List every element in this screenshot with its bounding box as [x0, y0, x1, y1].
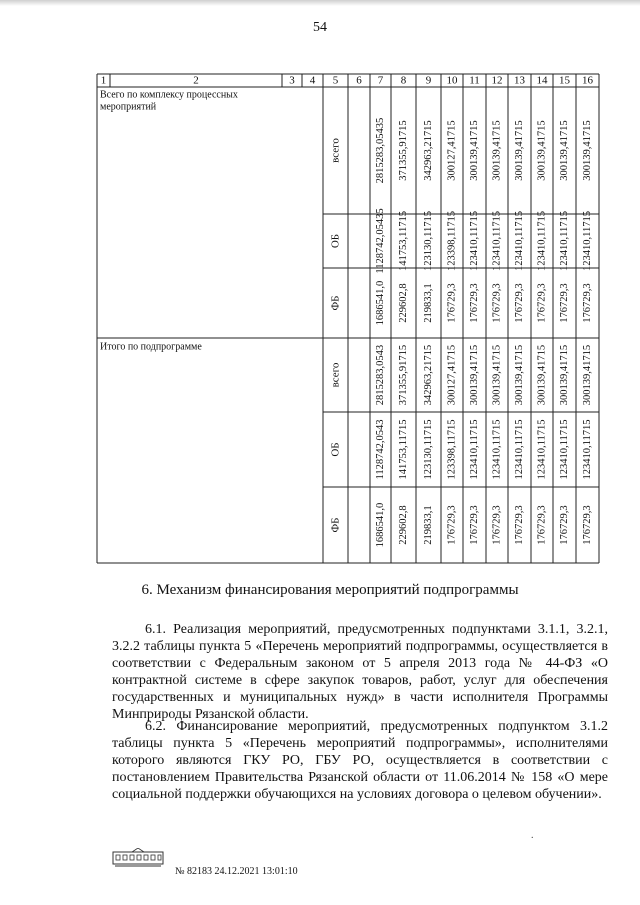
table-value: 1686541,0 [374, 502, 386, 548]
table-value: 176729,3 [536, 283, 548, 323]
column-number: 9 [425, 74, 432, 87]
table-value: 176729,3 [468, 505, 480, 545]
row-label: ОБ [329, 442, 342, 457]
table-value: 123410,11715 [536, 211, 548, 271]
table-value: 123410,11715 [468, 211, 480, 271]
column-number: 13 [514, 74, 525, 87]
table-value: 123410,11715 [468, 419, 480, 480]
column-number: 14 [536, 74, 548, 87]
table-value: 300139,41715 [491, 344, 503, 406]
column-number: 6 [356, 74, 362, 87]
table-value: 176729,3 [468, 283, 480, 323]
table-value: 342963,21715 [422, 344, 434, 406]
table-value: 229602,8 [397, 505, 409, 545]
scan-mark: . [531, 830, 534, 841]
paragraph-6-1 [112, 621, 608, 723]
column-number: 5 [332, 74, 339, 87]
paragraph-6-2-text: 6.2. Финансирование мероприятий, предусмотренных подпунктом 3.1.2 таблицы пункта 5 «Перечень мероприятий подпрограммы», исполнителями которого являются ГКУ РО, ГБУ РО, осуществляется в соответствии с постановлением Правительства Рязанской области от 11.06.2014 № 158 «О мере социальной поддержки обучающихся на условиях договора о целевом обучении». [112, 719, 608, 802]
table-value: 229602,8 [397, 283, 409, 323]
table-value: 123410,11715 [536, 419, 548, 480]
table-value: 2815283,0543 [374, 344, 386, 406]
row-label: ФБ [329, 517, 342, 533]
table-value: 176729,3 [536, 505, 548, 545]
table-value: 123398,11715 [446, 211, 458, 271]
table-value: 300139,41715 [468, 344, 480, 406]
column-number: 10 [446, 74, 458, 87]
table-value: 123410,11715 [558, 211, 570, 271]
row-label: всего [329, 362, 342, 388]
column-number: 4 [309, 74, 316, 87]
table-value: 123410,11715 [513, 419, 525, 480]
column-number: 1 [100, 74, 107, 87]
group-title: мероприятий [100, 101, 157, 113]
table-value: 176729,3 [581, 505, 593, 545]
paragraph-6-1-text: 6.1. Реализация мероприятий, предусмотренных подпунктами 3.1.1, 3.2.1, 3.2.2 таблицы пункта 5 «Перечень мероприятий подпрограммы, осуществляется в соответствии с Федеральным законом от 5 апреля 2013 года № 44-ФЗ «О контрактной системе в сфере закупок товаров, работ, услуг для обеспечения государственных и муниципальных нужд» в части исполнителя Программы Минприроды Рязанской области. [112, 622, 608, 722]
group-title: Итого по подпрограмме [100, 341, 202, 353]
row-label: ОБ [329, 233, 342, 249]
section-title: 6. Механизм финансирования мероприятий подпрограммы [141, 582, 519, 598]
group-title: Всего по комплексу процессных [100, 89, 238, 101]
table-value: 176729,3 [558, 505, 570, 545]
table-value: 123130,11715 [422, 419, 434, 480]
column-number: 8 [400, 74, 407, 87]
table-value: 176729,3 [491, 505, 503, 545]
table-value: 371355,91715 [397, 344, 409, 406]
table-value: 300139,41715 [536, 344, 548, 406]
table-value: 176729,3 [446, 505, 458, 545]
column-number: 15 [559, 74, 570, 87]
table-value: 176729,3 [491, 283, 503, 323]
table-value: 300139,41715 [513, 344, 525, 406]
table-value: 371355,91715 [397, 120, 409, 181]
table-value: 123410,11715 [513, 211, 525, 271]
table-value: 219833,1 [422, 283, 434, 323]
table-value: 123398,11715 [446, 419, 458, 480]
page-number: 54 [313, 20, 327, 35]
table-value: 123410,11715 [491, 419, 503, 480]
table-value: 300139,41715 [513, 120, 525, 181]
table-value: 123410,11715 [581, 211, 593, 271]
table-value: 300139,41715 [581, 120, 593, 181]
row-label: ФБ [329, 295, 342, 311]
table-value: 300139,41715 [558, 344, 570, 406]
table-value: 176729,3 [446, 283, 458, 323]
registry-stamp-icon [112, 848, 164, 868]
column-number: 11 [469, 74, 480, 87]
column-number: 7 [377, 74, 384, 87]
table-value: 2815283,05435 [374, 117, 386, 184]
table-value: 176729,3 [513, 283, 525, 323]
table-value: 1128742,05435 [374, 208, 386, 274]
table-value: 141753,11715 [397, 211, 409, 271]
table-value: 176729,3 [513, 505, 525, 545]
table-value: 123410,11715 [491, 211, 503, 271]
table-value: 300139,41715 [558, 120, 570, 181]
table-value: 300127,41715 [446, 120, 458, 181]
table-value: 123130,11715 [422, 211, 434, 271]
table-value: 123410,11715 [558, 419, 570, 480]
column-number: 2 [193, 74, 199, 87]
registration-stamp: № 82183 24.12.2021 13:01:10 [175, 866, 298, 877]
table-value: 300127,41715 [446, 344, 458, 406]
column-number: 3 [289, 74, 295, 87]
table-value: 300139,41715 [491, 120, 503, 181]
table-value: 141753,11715 [397, 419, 409, 480]
table-value: 300139,41715 [581, 344, 593, 406]
table-value: 176729,3 [581, 283, 593, 323]
paragraph-6-2 [112, 718, 608, 803]
column-number: 12 [491, 74, 503, 87]
table-value: 300139,41715 [536, 120, 548, 181]
column-number: 16 [582, 74, 593, 87]
table-value: 219833,1 [422, 505, 434, 545]
table-value: 342963,21715 [422, 120, 434, 181]
table-value: 176729,3 [558, 283, 570, 323]
row-label: всего [329, 138, 342, 163]
table-value: 300139,41715 [468, 120, 480, 181]
table-value: 123410,11715 [581, 419, 593, 480]
table-value: 1128742,0543 [374, 419, 386, 480]
table-value: 1686541,0 [374, 280, 386, 326]
